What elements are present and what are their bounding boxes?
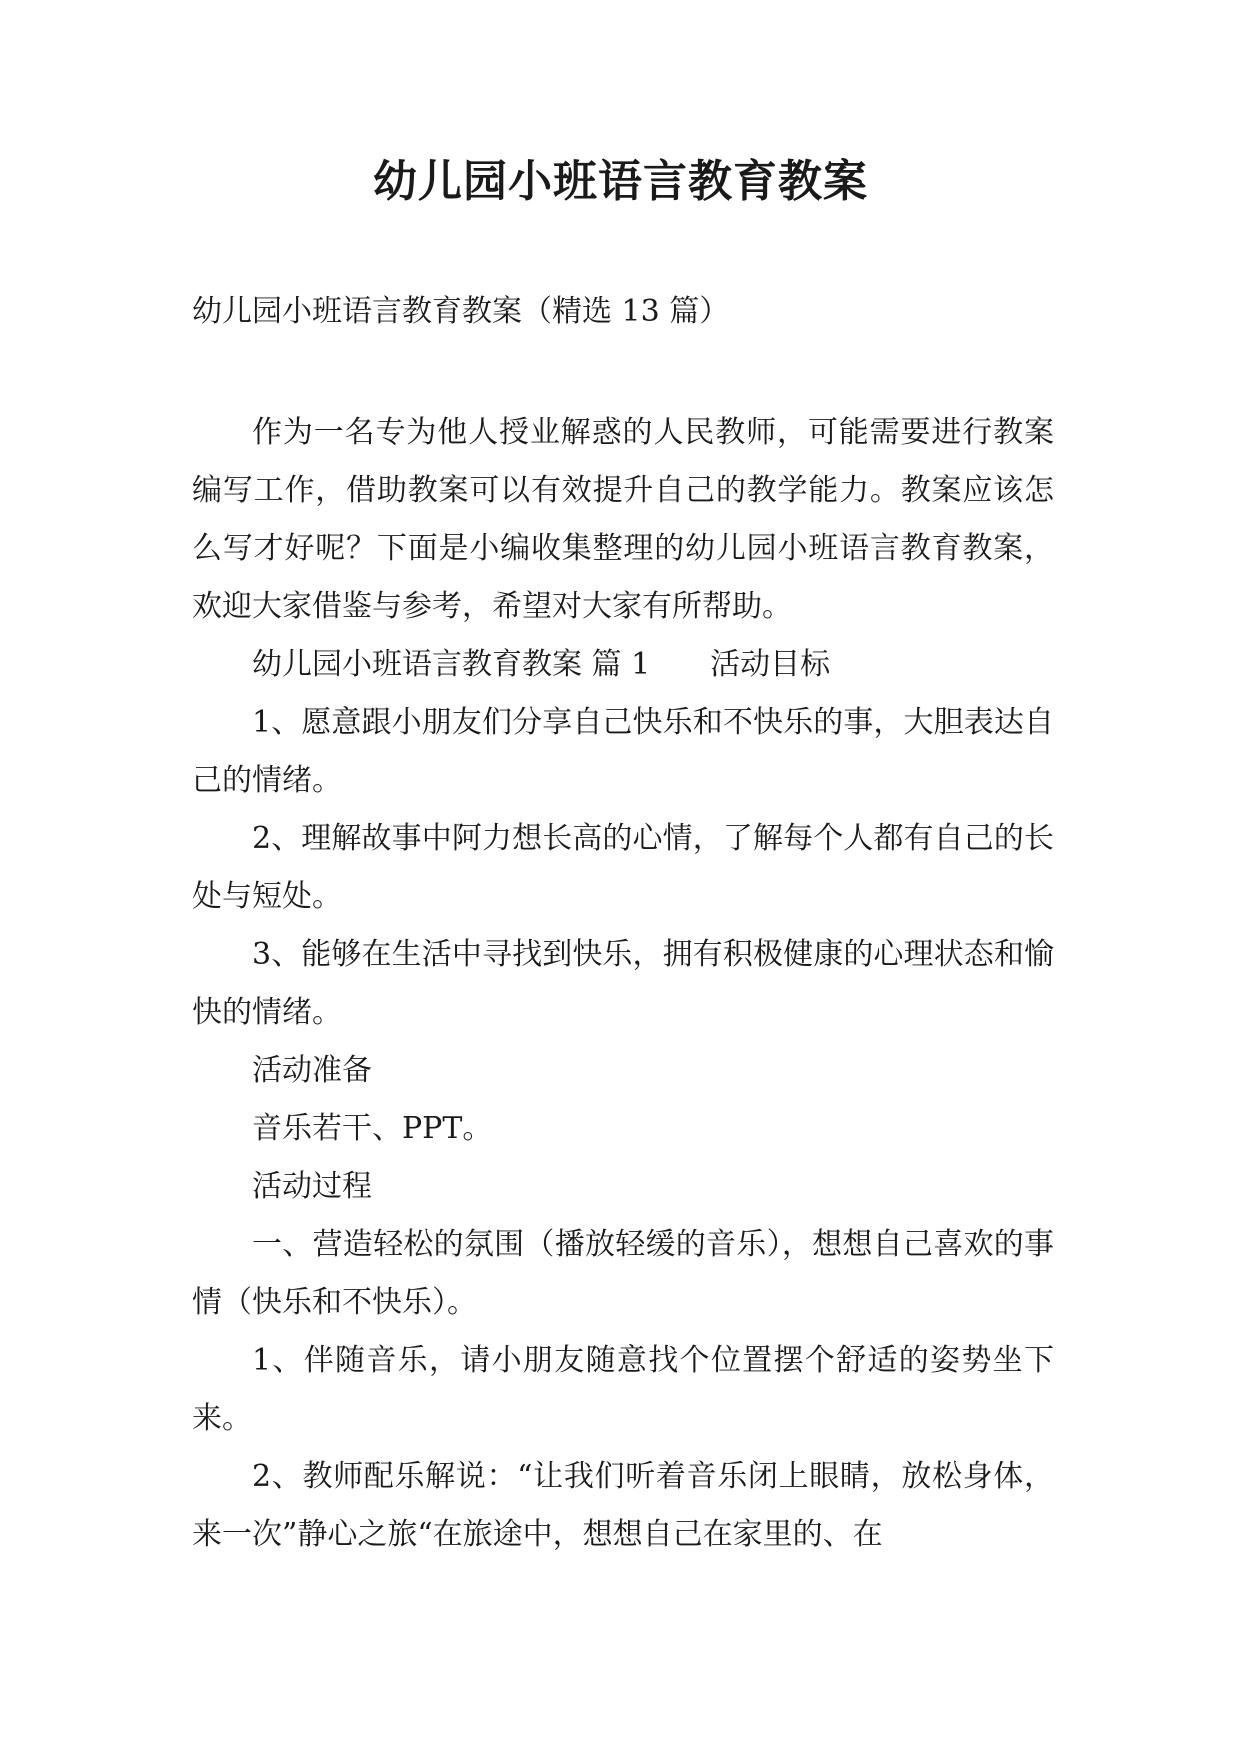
document-body — [192, 404, 1054, 1564]
section-heading-subtitle: 活动目标 — [710, 647, 831, 682]
process-heading: 活动过程 — [252, 1169, 372, 1204]
section-heading-title: 幼儿园小班语言教育教案 篇 1 — [252, 647, 651, 682]
prep-items: 音乐若干、PPT。 — [252, 1111, 493, 1146]
section-heading — [192, 636, 1054, 694]
process-step-1: 一、营造轻松的氛围（播放轻缓的音乐），想想自己喜欢的事情（快乐和不快乐）。 — [192, 1227, 1054, 1320]
process-step-1-2: 2、教师配乐解说：“让我们听着音乐闭上眼睛，放松身体，来一次”静心之旅“在旅途中，想想自己在家里的、在 — [192, 1459, 1054, 1552]
goal-item-3: 3、能够在生活中寻找到快乐，拥有积极健康的心理状态和愉快的情绪。 — [192, 937, 1054, 1030]
goal-item-1: 1、愿意跟小朋友们分享自己快乐和不快乐的事，大胆表达自己的情绪。 — [192, 705, 1054, 798]
intro-paragraph: 作为一名专为他人授业解惑的人民教师，可能需要进行教案编写工作，借助教案可以有效提升自己的教学能力。教案应该怎么写才好呢？下面是小编收集整理的幼儿园小班语言教育教案，欢迎大家借鉴与参考，希望对大家有所帮助。 — [192, 415, 1054, 624]
prep-heading: 活动准备 — [252, 1053, 372, 1088]
document-subtitle: 幼儿园小班语言教育教案（精选 13 篇） — [192, 294, 730, 329]
process-step-1-1: 1、伴随音乐，请小朋友随意找个位置摆个舒适的姿势坐下来。 — [192, 1343, 1054, 1436]
goal-item-2: 2、理解故事中阿力想长高的心情，了解每个人都有自己的长处与短处。 — [192, 821, 1054, 914]
document-title: 幼儿园小班语言教育教案 — [373, 156, 868, 207]
